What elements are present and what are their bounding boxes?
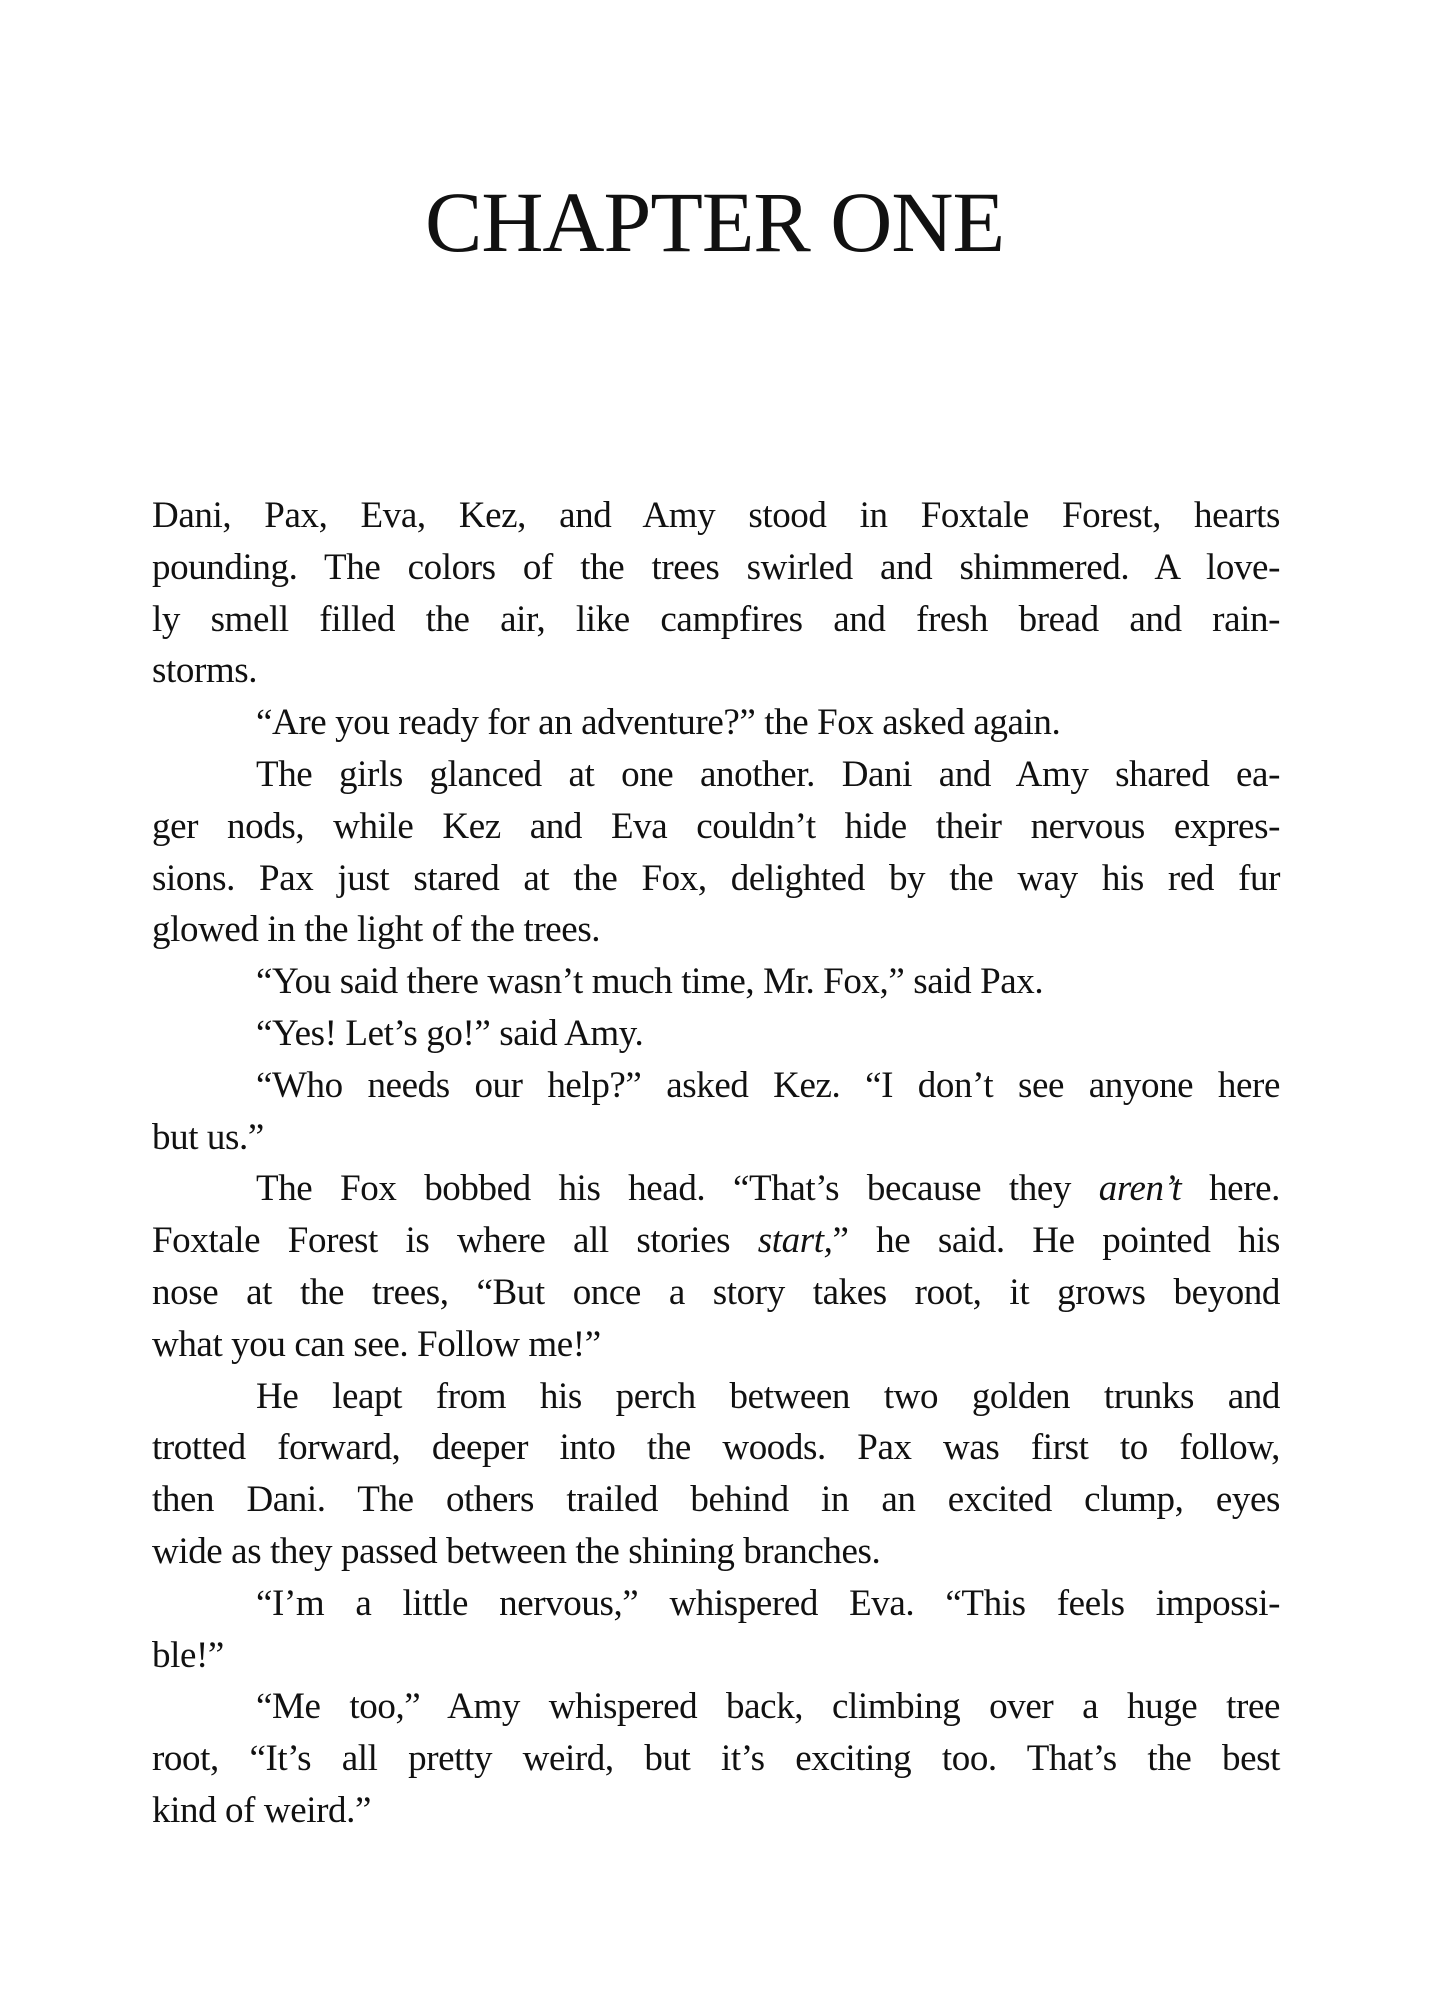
text-line: wide as they passed between the shining branches. [152, 1530, 881, 1572]
text-line [152, 1163, 1280, 1215]
text-line: ble!” [152, 1634, 224, 1676]
text-line: “Are you ready for an adventure?” the Fox asked again. [256, 702, 1061, 744]
paragraph-8 [152, 1371, 1280, 1578]
text-run: ” he said. He pointed his [832, 1220, 1281, 1262]
text-line: pounding. The colors of the trees swirled and shimmered. A love- [152, 546, 1280, 588]
text-line: nose at the trees, “But once a story takes root, it grows beyond [152, 1271, 1280, 1313]
text-line: trotted forward, deeper into the woods. Pax was first to follow, [152, 1427, 1280, 1469]
paragraph-1 [152, 490, 1280, 697]
text-run: Foxtale Forest is where all stories [152, 1220, 758, 1262]
text-line: “I’m a little nervous,” whispered Eva. “This feels impossi- [256, 1582, 1280, 1624]
paragraph-9 [152, 1578, 1280, 1682]
text-line: glowed in the light of the trees. [152, 909, 601, 951]
chapter-title: CHAPTER ONE [424, 174, 1005, 270]
text-line: kind of weird.” [152, 1789, 372, 1831]
text-line: ly smell filled the air, like campfires and fresh bread and rain- [152, 598, 1280, 640]
paragraph-3 [152, 749, 1280, 956]
text-line: “Yes! Let’s go!” said Amy. [256, 1012, 644, 1054]
text-run: The Fox bobbed his head. “That’s because they [256, 1168, 1099, 1210]
text-line: sions. Pax just stared at the Fox, delighted by the way his red fur [152, 857, 1280, 899]
paragraph-6 [152, 1060, 1280, 1164]
text-line: The girls glanced at one another. Dani and Amy shared ea- [256, 753, 1280, 795]
text-line: “Who needs our help?” asked Kez. “I don’t see anyone here [256, 1064, 1280, 1106]
text-line: but us.” [152, 1116, 264, 1158]
italic-emphasis: aren’t [1098, 1168, 1182, 1210]
text-line: root, “It’s all pretty weird, but it’s exciting too. That’s the best [152, 1738, 1280, 1780]
text-line: He leapt from his perch between two golden trunks and [256, 1375, 1280, 1417]
text-line: storms. [152, 650, 258, 692]
text-run: here. [1181, 1168, 1280, 1210]
paragraph-5 [152, 1008, 1280, 1060]
paragraph-4 [152, 956, 1280, 1008]
text-line: what you can see. Follow me!” [152, 1323, 601, 1365]
paragraph-7 [152, 1163, 1280, 1370]
text-line: then Dani. The others trailed behind in an excited clump, eyes [152, 1479, 1280, 1521]
italic-emphasis: start, [757, 1220, 833, 1262]
text-line: “Me too,” Amy whispered back, climbing over a huge tree [256, 1686, 1280, 1728]
paragraph-10 [152, 1681, 1280, 1836]
text-line: Dani, Pax, Eva, Kez, and Amy stood in Foxtale Forest, hearts [152, 495, 1280, 536]
text-line [152, 1215, 1280, 1267]
text-line: “You said there wasn’t much time, Mr. Fox,” said Pax. [256, 961, 1044, 1003]
paragraph-2 [152, 697, 1280, 749]
text-line: ger nods, while Kez and Eva couldn’t hide their nervous expres- [152, 805, 1280, 847]
chapter-body [152, 490, 1280, 1837]
